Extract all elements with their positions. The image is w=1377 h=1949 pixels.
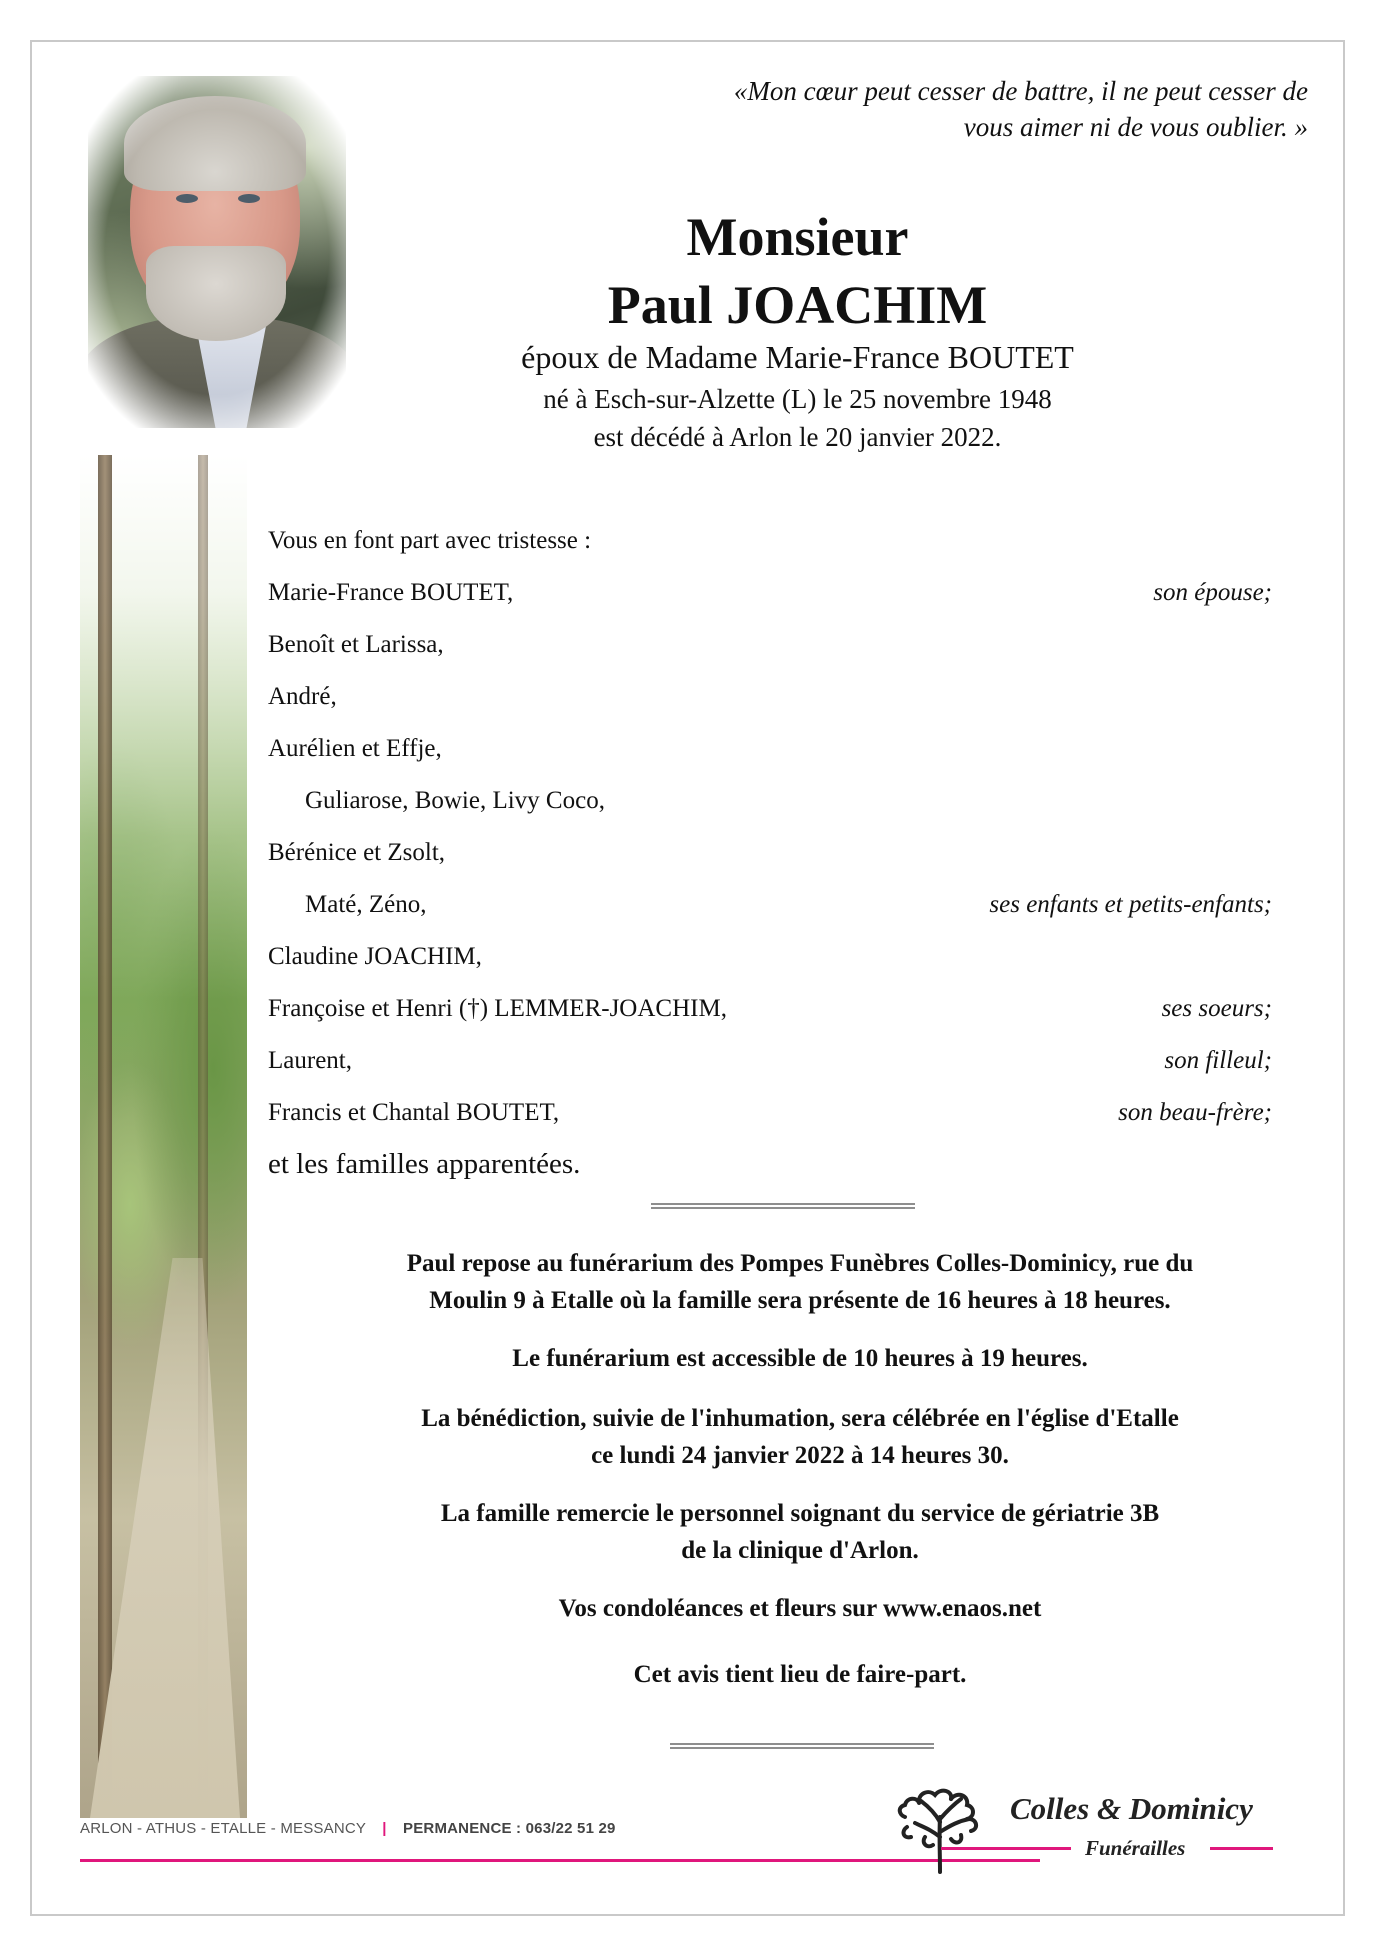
family-name: Claudine JOACHIM, (268, 943, 482, 970)
deceased-name: Paul JOACHIM (607, 275, 988, 335)
family-name: Aurélien et Effje, (268, 735, 442, 762)
divider (670, 1743, 934, 1749)
family-row (268, 836, 1272, 876)
family-name: Marie-France BOUTET, (268, 579, 514, 606)
forest-path-image (80, 455, 247, 1818)
family-row (268, 680, 1272, 720)
family-relation: son beau-frère; (1118, 1099, 1272, 1126)
honorific: Monsieur (686, 207, 909, 267)
family-name: Françoise et Henri (†) LEMMER-JOACHIM, (268, 995, 727, 1022)
family-name: Maté, Zéno, (305, 891, 427, 918)
notice-condolences: Vos condoléances et fleurs sur www.enaos.net (558, 1595, 1042, 1622)
closing-line: et les familles apparentées. (268, 1148, 581, 1180)
family-row (268, 992, 1272, 1032)
company-logo (885, 1777, 1275, 1877)
logo-subtitle: Funérailles (1085, 1836, 1186, 1860)
notice-ceremony: La bénédiction, suivie de l'inhumation, sera célébrée en l'église d'Etalle ce lundi 24 janvier 2022 à 14 heures 30. (421, 1405, 1179, 1469)
memorial-quote: «Mon cœur peut cesser de battre, il ne peut cesser de vous aimer ni de vous oublier. » (733, 76, 1308, 142)
family-name: André, (268, 683, 337, 710)
family-relation: ses soeurs; (1161, 995, 1272, 1022)
family-relation: son filleul; (1164, 1047, 1272, 1074)
family-row (268, 732, 1272, 772)
family-name: Laurent, (268, 1047, 352, 1074)
spouse-line: époux de Madame Marie-France BOUTET (521, 339, 1074, 375)
family-relation: ses enfants et petits-enfants; (989, 891, 1272, 918)
family-row (268, 1096, 1272, 1136)
family-row (268, 1044, 1272, 1084)
family-name: Francis et Chantal BOUTET, (268, 1099, 560, 1126)
footer-separator: | (382, 1820, 387, 1837)
footer-locations: ARLON - ATHUS - ETALLE - MESSANCY (80, 1820, 366, 1837)
family-name: Benoît et Larissa, (268, 631, 444, 658)
family-row (268, 940, 1272, 980)
notice-funeral-home: Paul repose au funérarium des Pompes Funèbres Colles-Dominicy, rue du Moulin 9 à Etalle où la famille sera présente de 16 heures à 18 heures. (406, 1250, 1194, 1314)
tree-icon (885, 1777, 995, 1877)
family-row (268, 784, 1272, 824)
deceased-title (440, 203, 1155, 339)
birth-line: né à Esch-sur-Alzette (L) le 25 novembre 1948 (543, 384, 1052, 414)
family-name: Guliarose, Bowie, Livy Coco, (305, 787, 605, 814)
death-line: est décédé à Arlon le 20 janvier 2022. (593, 422, 1002, 452)
logo-accent-line (941, 1847, 1071, 1850)
logo-brand: Colles & Dominicy (1010, 1791, 1253, 1826)
notice-opening-hours: Le funérarium est accessible de 10 heures à 19 heures. (512, 1345, 1088, 1372)
announcement-intro: Vous en font part avec tristesse : (268, 527, 592, 554)
notice-thanks: La famille remercie le personnel soignant du service de gériatrie 3B de la clinique d'Arlon. (440, 1500, 1160, 1564)
family-relation: son épouse; (1153, 579, 1272, 606)
portrait-photo (88, 76, 346, 428)
family-row (268, 888, 1272, 928)
family-name: Bérénice et Zsolt, (268, 839, 446, 866)
logo-accent-line (1210, 1847, 1273, 1850)
footer-permanence: PERMANENCE : 063/22 51 29 (403, 1820, 616, 1837)
notice-faire-part: Cet avis tient lieu de faire-part. (633, 1661, 967, 1688)
family-row (268, 576, 1272, 616)
family-row (268, 628, 1272, 668)
divider (651, 1203, 915, 1209)
footer-contact (80, 1820, 616, 1837)
